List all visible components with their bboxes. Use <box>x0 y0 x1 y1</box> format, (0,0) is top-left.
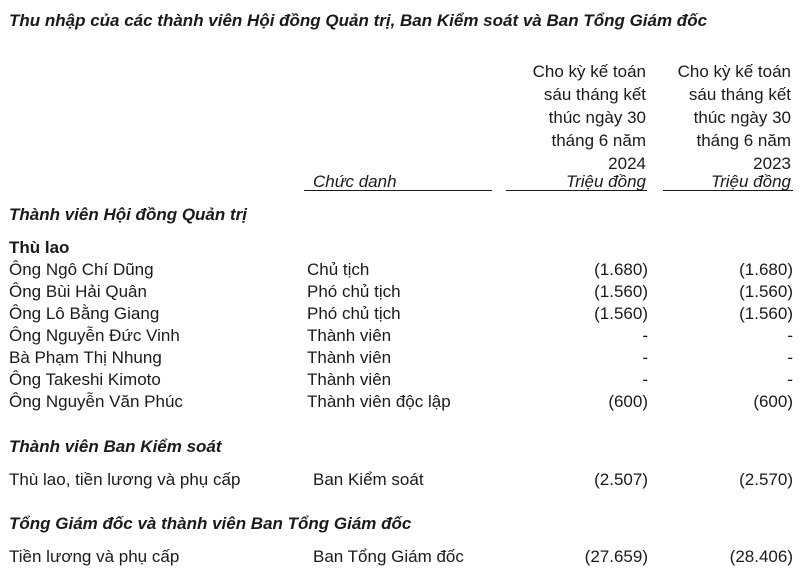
table-row-value-2023: - <box>787 326 793 345</box>
management-row-value-2023: (28.406) <box>729 547 793 566</box>
board-values-2023 <box>739 259 793 413</box>
table-row-value-2024: (1.680) <box>594 260 648 279</box>
table-row-value-2023: - <box>787 370 793 389</box>
header-position: Chức danh <box>313 172 397 191</box>
header-period-2024: Cho kỳ kế toán sáu tháng kết thúc ngày 30 tháng 6 năm 2024 <box>532 62 646 173</box>
table-row-position: Thành viên độc lập <box>307 392 451 411</box>
table-row-name: Ông Ngô Chí Dũng <box>9 260 154 279</box>
table-row-name: Ông Bùi Hải Quân <box>9 282 147 301</box>
table-row-value-2024: (1.560) <box>594 282 648 301</box>
table-row-value-2024: (600) <box>608 392 648 411</box>
table-row-position: Phó chủ tịch <box>307 304 401 323</box>
page-title: Thu nhập của các thành viên Hội đồng Quản trị, Ban Kiểm soát và Ban Tổng Giám đốc <box>9 11 708 30</box>
supervisory-row-name: Thù lao, tiền lương và phụ cấp <box>9 470 241 489</box>
table-row-name: Ông Takeshi Kimoto <box>9 370 161 389</box>
header-underline-position <box>304 190 492 191</box>
table-row-value-2024: - <box>642 326 648 345</box>
supervisory-row-value-2024: (2.507) <box>594 470 648 489</box>
section-heading-supervisory: Thành viên Ban Kiểm soát <box>9 437 222 456</box>
table-row-value-2023: (1.680) <box>739 260 793 279</box>
board-positions <box>307 259 451 413</box>
supervisory-row-value-2023: (2.570) <box>739 470 793 489</box>
header-unit-2023: Triệu đồng <box>710 172 791 191</box>
board-names <box>9 259 183 413</box>
table-row-position: Thành viên <box>307 326 392 345</box>
section-heading-management: Tổng Giám đốc và thành viên Ban Tổng Giám đốc <box>9 514 412 533</box>
table-row-value-2023: (1.560) <box>739 282 793 301</box>
table-row-position: Chủ tịch <box>307 260 370 279</box>
subheading-remuneration: Thù lao <box>9 238 70 257</box>
table-row-position: Thành viên <box>307 370 392 389</box>
section-heading-board: Thành viên Hội đồng Quản trị <box>9 205 247 224</box>
header-period-2023: Cho kỳ kế toán sáu tháng kết thúc ngày 30 tháng 6 năm 2023 <box>677 62 791 173</box>
header-unit-2024: Triệu đồng <box>565 172 646 191</box>
management-row-value-2024: (27.659) <box>584 547 648 566</box>
table-row-value-2024: - <box>642 348 648 367</box>
table-row-value-2024: (1.560) <box>594 304 648 323</box>
board-values-2024 <box>594 259 648 413</box>
table-row-position: Phó chủ tịch <box>307 282 401 301</box>
header-underline-2023 <box>663 190 793 191</box>
table-row-value-2023: (1.560) <box>739 304 793 323</box>
table-row-name: Bà Phạm Thị Nhung <box>9 348 162 367</box>
table-row-position: Thành viên <box>307 348 392 367</box>
table-row-name: Ông Lô Bằng Giang <box>9 304 160 323</box>
table-row-value-2023: - <box>787 348 793 367</box>
management-row-name: Tiền lương và phụ cấp <box>9 547 180 566</box>
table-row-value-2024: - <box>642 370 648 389</box>
table-row-name: Ông Nguyễn Đức Vinh <box>9 326 180 345</box>
management-row-position: Ban Tổng Giám đốc <box>313 547 464 566</box>
table-row-name: Ông Nguyễn Văn Phúc <box>9 392 183 411</box>
table-row-value-2023: (600) <box>753 392 793 411</box>
supervisory-row-position: Ban Kiểm soát <box>313 470 424 489</box>
header-underline-2024 <box>506 190 647 191</box>
